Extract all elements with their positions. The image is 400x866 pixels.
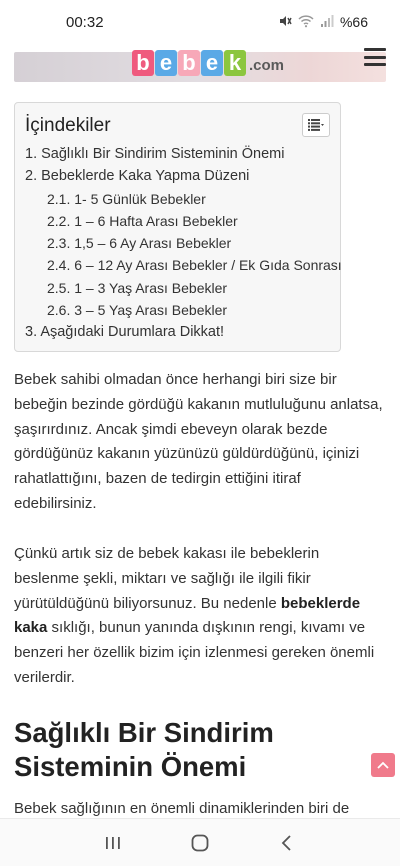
mute-icon: [278, 14, 292, 31]
toc-link[interactable]: 2.4. 6 – 12 Ay Arası Bebekler / Ek Gıda Sonrası: [47, 257, 342, 274]
article-paragraph-1: Bebek sahibi olmadan önce herhangi biri size bir bebeğin bezinde gördüğü kakanın mutluluğunu anlatsa, şaşırırdınız. Ancak şimdi ebeveyn olarak bezde gördüğünüz kakanın yüzünüzü güldürdüğünü, içinizi rahatlattığını, bazen de tedirgin ettiğini itiraf edebilirsiniz.: [14, 371, 383, 512]
chevron-up-icon: [377, 761, 389, 769]
logo-letter: b: [178, 50, 200, 76]
logo-letter: e: [201, 50, 223, 76]
wifi-icon: [298, 14, 314, 31]
recent-apps-icon[interactable]: [98, 828, 128, 858]
toc-link[interactable]: 2.3. 1,5 – 6 Ay Arası Bebekler: [47, 235, 232, 252]
table-of-contents: [14, 102, 341, 352]
status-time: 00:32: [66, 13, 104, 31]
toc-link[interactable]: 2.6. 3 – 5 Yaş Arası Bebekler: [47, 302, 228, 319]
site-logo[interactable]: [132, 46, 284, 76]
toc-link[interactable]: 1. Sağlıklı Bir Sindirim Sisteminin Önemi: [25, 146, 285, 162]
toc-link[interactable]: 2.5. 1 – 3 Yaş Arası Bebekler: [47, 279, 228, 296]
toc-link[interactable]: 2.2. 1 – 6 Hafta Arası Bebekler: [47, 212, 238, 229]
toc-title: İçindekiler: [25, 115, 111, 136]
logo-suffix: .com: [249, 57, 285, 74]
hamburger-menu-icon[interactable]: [364, 48, 386, 66]
logo-letter: k: [224, 50, 246, 76]
scroll-to-top-button[interactable]: [371, 753, 395, 777]
section-heading: Sağlıklı Bir Sindirim Sisteminin Önemi: [14, 717, 274, 782]
toc-list: [25, 143, 340, 344]
article-paragraph-3: Bebek sağlığının en önemli dinamiklerinden biri de: [14, 800, 350, 817]
back-icon[interactable]: [272, 828, 302, 858]
status-icons: [278, 14, 368, 31]
signal-icon: [320, 14, 334, 31]
logo-letter: b: [132, 50, 154, 76]
article-paragraph-2: Çünkü artık siz de bebek kakası ile bebeklerin beslenme şekli, miktarı ve sağlığı ile ilgili fikir yürütüldüğünü biliyorsunuz. Bu nedenle bebeklerde kaka sıklığı, bunun yanında dışkının rengi, kıvamı ve benzeri her özellik bizim için izlenmesi gereken önemli verilerdir.: [14, 545, 375, 686]
battery-level: %66: [339, 14, 368, 30]
status-bar: [0, 0, 400, 44]
site-header: [0, 44, 400, 84]
home-icon[interactable]: [185, 828, 215, 858]
system-nav-bar: [0, 818, 400, 866]
toc-link[interactable]: 2. Bebeklerde Kaka Yapma Düzeni: [25, 168, 250, 185]
toc-link[interactable]: 2.1. 1- 5 Günlük Bebekler: [47, 190, 206, 207]
logo-letter: e: [155, 50, 177, 76]
toc-toggle-icon[interactable]: [302, 113, 330, 137]
toc-link[interactable]: 3. Aşağıdaki Durumlara Dikkat!: [25, 324, 225, 341]
bold-keyword: bebeklerde kaka: [14, 594, 361, 637]
